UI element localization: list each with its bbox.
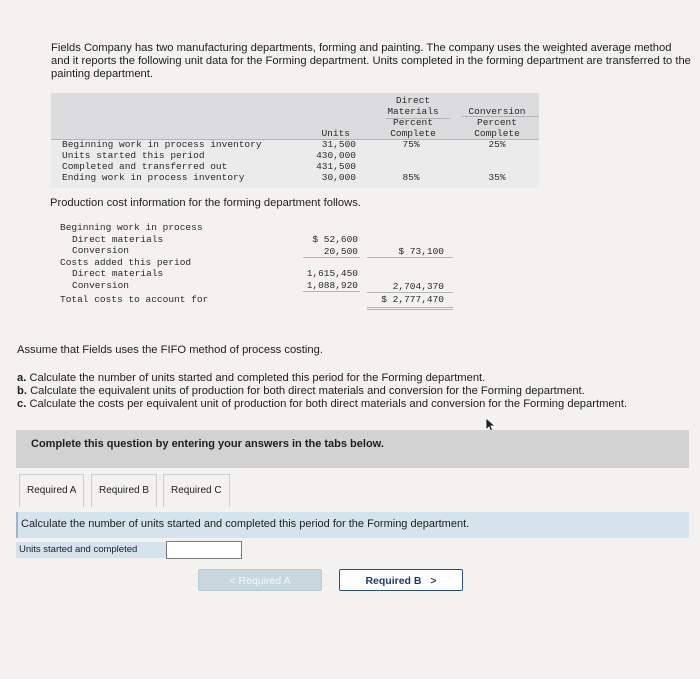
units-started-completed-input[interactable] [166, 541, 242, 559]
conv-cell: 25% [488, 139, 506, 150]
conv-header [462, 106, 532, 139]
cost-col-a [290, 234, 358, 257]
unit-row-labels [62, 139, 262, 183]
question-c-prefix: c. [17, 398, 27, 410]
question-a-prefix: a. [17, 372, 27, 384]
prev-button-label: Required A [238, 575, 291, 587]
cost-intro: Production cost information for the forming department follows. [50, 197, 361, 209]
cost-row-label: Conversion [72, 279, 130, 291]
dm-header-line: Direct [395, 95, 431, 106]
cost-row-label: Beginning work in process [60, 222, 203, 233]
cost-row-label: Direct materials [72, 268, 164, 279]
units-cell: 30,000 [321, 172, 356, 183]
prev-required-a-button[interactable] [198, 569, 322, 591]
cost-row-label: Direct materials [72, 233, 164, 245]
cost-cell: 1,088,920 [306, 279, 358, 291]
question-b-prefix: b. [17, 385, 27, 397]
assumption-text: Assume that Fields uses the FIFO method of process costing. [17, 344, 323, 356]
dm-header-line: Materials [387, 106, 439, 117]
cost-subtotal-rule [303, 257, 360, 258]
table-row-label: Units started this period [62, 150, 205, 161]
question-c [17, 398, 627, 411]
instruction-text: Complete this question by entering your answers in the tabs below. [31, 438, 384, 450]
conv-header-line: Conversion [468, 106, 526, 117]
answer-prompt: Calculate the number of units started and completed this period for the Forming department. [21, 518, 470, 530]
question-b [17, 385, 627, 398]
tab-required-c[interactable]: Required C [163, 474, 230, 507]
cost-col-a2 [290, 268, 358, 291]
units-header: Units [321, 128, 350, 139]
question-a [17, 372, 627, 385]
tab-required-b[interactable]: Required B [91, 474, 157, 507]
dm-cell: 85% [402, 172, 420, 183]
cost-total-cell: $ 2,777,470 [381, 294, 444, 305]
cost-subtotal-rule [303, 291, 360, 292]
total-double-rule [367, 307, 453, 308]
cost-cell: 20,500 [323, 245, 358, 257]
table-row-label: Beginning work in process inventory [62, 139, 262, 150]
next-button-label: Required B [365, 575, 422, 587]
tab-required-a[interactable]: Required A [19, 474, 84, 507]
units-started-completed-label: Units started and completed [16, 542, 166, 558]
questions-list [17, 372, 627, 411]
chevron-left-icon: < [229, 575, 236, 587]
cost-cell: $ 52,600 [312, 234, 358, 245]
cost-row-label: Costs added this period [60, 256, 192, 268]
cost-rule [367, 257, 453, 258]
unit-values [290, 139, 356, 183]
conv-header-line: Complete [474, 128, 520, 139]
cost-cell: 2,704,370 [392, 281, 444, 292]
units-cell: 31,500 [321, 139, 356, 150]
problem-intro: Fields Company has two manufacturing departments, forming and painting. The company uses the weighted average method and it reports the following unit data for the Forming department. Units completed in the forming department are transferred to the painting department. [51, 42, 691, 80]
dm-header [386, 95, 440, 139]
total-double-rule [367, 309, 453, 310]
table-row-label: Completed and transferred out [62, 161, 228, 172]
table-row-label: Ending work in process inventory [62, 172, 245, 183]
cost-row-labels [60, 222, 203, 291]
cost-total-label: Total costs to account for [60, 294, 209, 305]
next-required-b-button[interactable] [339, 569, 463, 591]
question-b-text: Calculate the equivalent units of production for both direct materials and conversion for the Forming department. [30, 385, 585, 397]
dm-header-line: Percent [393, 117, 433, 128]
conv-header-line: Percent [477, 117, 517, 128]
conv-cell: 35% [488, 172, 506, 183]
cost-cell: $ 73,100 [398, 246, 444, 257]
question-a-text: Calculate the number of units started and completed this period for the Forming department. [29, 372, 486, 384]
dm-cell: 75% [402, 139, 420, 150]
chevron-right-icon: > [430, 575, 437, 587]
question-c-text: Calculate the costs per equivalent unit of production for both direct materials and conversion for the Forming department. [29, 398, 628, 410]
cost-row-label: Conversion [72, 245, 130, 256]
units-cell: 430,000 [316, 150, 356, 161]
cost-cell: 1,615,450 [306, 268, 358, 279]
units-cell: 431,500 [316, 161, 356, 172]
dm-header-line: Complete [390, 128, 436, 139]
cost-rule [367, 292, 453, 293]
